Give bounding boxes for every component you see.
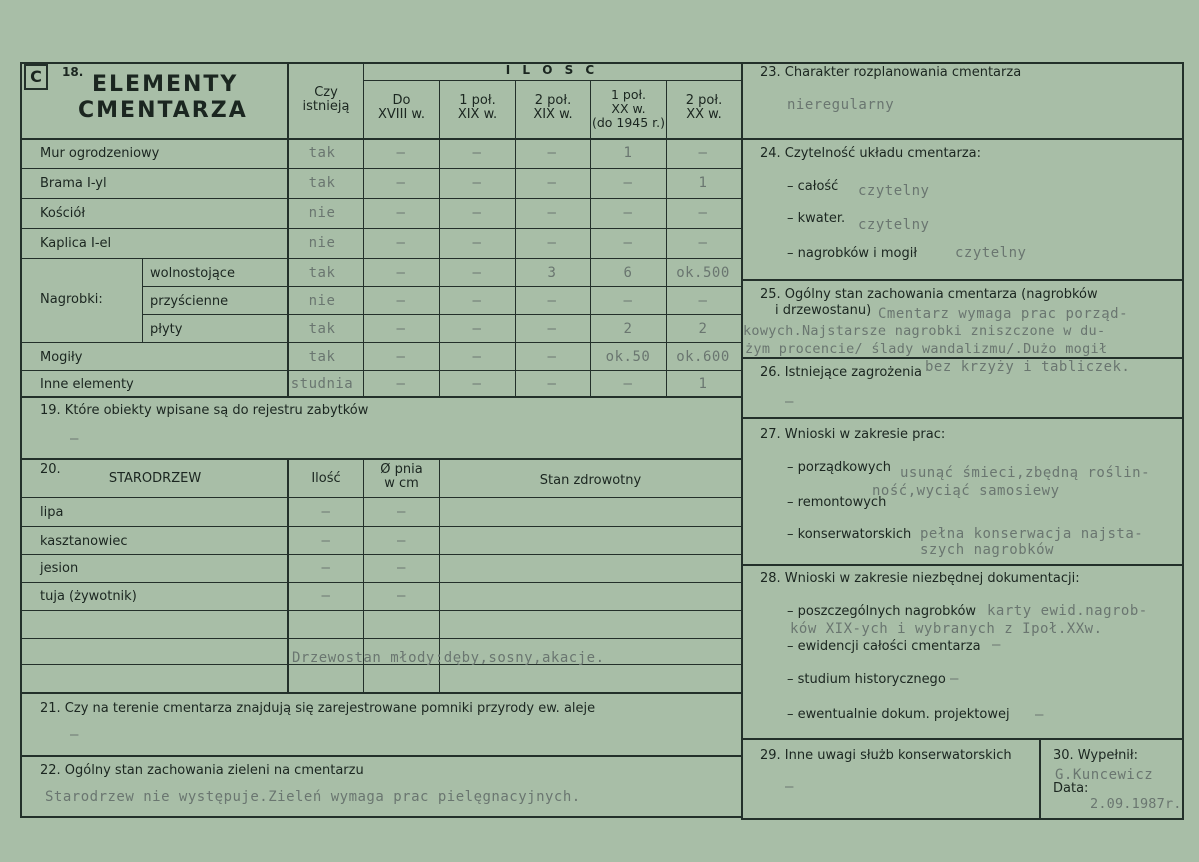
element-row-period-value: — xyxy=(698,293,708,309)
q27-item-3-answer-1: pełna konserwacja najsta- xyxy=(920,526,1144,542)
element-row-period-value: — xyxy=(623,175,633,191)
q24-item-1-answer: czytelny xyxy=(858,183,930,199)
tree-row-label: kasztanowiec xyxy=(40,534,128,549)
q30-name: G.Kuncewicz xyxy=(1055,767,1154,783)
q30-label: 30. Wypełnił: xyxy=(1053,748,1138,763)
q19-label: 19. Które obiekty wpisane są do rejestru zabytków xyxy=(40,403,369,418)
period-header-3: 2 poł. XIX w. xyxy=(533,93,573,123)
element-row-period-value: — xyxy=(623,293,633,309)
q22-label: 22. Ogólny stan zachowania zieleni na cmentarzu xyxy=(40,763,364,778)
elements-number: 18. xyxy=(62,65,84,79)
q26-answer: — xyxy=(785,394,794,410)
element-row-period-value: — xyxy=(547,235,557,251)
element-row-period-value: 2 xyxy=(623,321,633,337)
tree-row-label: tuja (żywotnik) xyxy=(40,589,137,604)
tree-row-diam: — xyxy=(397,560,406,576)
q24-item-2-answer: czytelny xyxy=(858,217,930,233)
q28-item-3-label: – studium historycznego xyxy=(787,672,946,687)
q25-answer-2: kowych.Najstarsze nagrobki zniszczone w du- xyxy=(743,323,1106,339)
q27-item-3-answer-2: szych nagrobków xyxy=(920,542,1054,558)
element-row-period-value: — xyxy=(396,349,406,365)
q28-item-2-label: – ewidencji całości cmentarza xyxy=(787,639,981,654)
element-row-period-value: — xyxy=(547,349,557,365)
element-row-label: wolnostojące xyxy=(150,266,235,281)
element-row-period-value: — xyxy=(623,205,633,221)
tree-row-label: lipa xyxy=(40,505,64,520)
element-row-period-value: — xyxy=(472,205,482,221)
q21-answer: — xyxy=(70,727,79,743)
q27-item-1-label: – porządkowych xyxy=(787,460,891,475)
q27-item-3-label: – konserwatorskich xyxy=(787,527,912,542)
element-row-label: Brama I-yl xyxy=(40,176,107,191)
tree-row-diam: — xyxy=(397,588,406,604)
q23-answer: nieregularny xyxy=(787,97,895,113)
tree-row-diam: — xyxy=(397,533,406,549)
q27-item-2-label: – remontowych xyxy=(787,495,887,510)
element-row-period-value: — xyxy=(472,235,482,251)
q24-item-3-label: – nagrobków i mogił xyxy=(787,246,918,261)
element-row-exists: tak xyxy=(308,145,336,161)
element-row-period-value: — xyxy=(396,175,406,191)
element-row-period-value: — xyxy=(396,293,406,309)
tree-row-qty: — xyxy=(321,533,331,549)
col-exists-header: Czy istnieją xyxy=(302,85,350,115)
q24-item-2-label: – kwater. xyxy=(787,211,846,226)
q27-item-1-answer-2: ność,wyciąć samosiewy xyxy=(872,483,1060,499)
element-row-period-value: ok.500 xyxy=(676,265,730,281)
element-row-label: Mogiły xyxy=(40,350,83,365)
q28-item-4-answer: — xyxy=(1035,707,1044,723)
element-row-period-value: — xyxy=(547,175,557,191)
q25-answer-1: Cmentarz wymaga prac porząd- xyxy=(878,306,1129,322)
element-row-period-value: — xyxy=(547,376,557,392)
q29-answer: — xyxy=(785,779,794,795)
elements-title-2: CMENTARZA xyxy=(78,98,248,123)
q28-item-3-answer: — xyxy=(950,671,959,687)
element-row-period-value: 1 xyxy=(698,175,708,191)
tree-row-label: jesion xyxy=(40,561,79,576)
q21-label: 21. Czy na terenie cmentarza znajdują się zarejestrowane pomniki przyrody ew. aleje xyxy=(40,701,596,716)
q24-item-1-label: – całość xyxy=(787,179,839,194)
element-row-exists: nie xyxy=(308,205,336,221)
element-row-period-value: — xyxy=(698,235,708,251)
trees-col-health: Stan zdrowotny xyxy=(539,473,642,488)
q28-item-1-answer-1: karty ewid.nagrob- xyxy=(987,603,1148,619)
trees-col-qty: Ilość xyxy=(311,471,341,486)
elements-title-1: ELEMENTY xyxy=(92,72,239,97)
element-row-period-value: — xyxy=(547,205,557,221)
element-row-period-value: — xyxy=(547,293,557,309)
element-row-label: Kościół xyxy=(40,206,86,221)
element-row-period-value: — xyxy=(698,145,708,161)
element-row-exists: studnia xyxy=(290,376,354,392)
element-row-period-value: ok.50 xyxy=(605,349,651,365)
period-header-1: Do XVIII w. xyxy=(377,93,425,123)
element-row-exists: tak xyxy=(308,175,336,191)
element-row-period-value: — xyxy=(472,265,482,281)
element-row-period-value: — xyxy=(472,145,482,161)
element-row-period-value: — xyxy=(547,321,557,337)
q29-label: 29. Inne uwagi służb konserwatorskich xyxy=(760,748,1012,763)
ilosc-header: I L O Ś C xyxy=(505,63,599,77)
q23-label: 23. Charakter rozplanowania cmentarza xyxy=(760,65,1022,80)
element-row-period-value: — xyxy=(472,293,482,309)
element-row-period-value: — xyxy=(698,205,708,221)
q25-answer-3: żym procencie/ ślady wandalizmu/.Dużo mogił xyxy=(745,341,1108,357)
q28-label: 28. Wnioski w zakresie niezbędnej dokumentacji: xyxy=(760,571,1080,586)
element-row-period-value: — xyxy=(396,205,406,221)
element-row-period-value: — xyxy=(472,321,482,337)
q30-date-label: Data: xyxy=(1053,781,1089,796)
element-row-exists: nie xyxy=(308,235,336,251)
element-row-label: Kaplica I-el xyxy=(40,236,112,251)
element-row-period-value: — xyxy=(623,376,633,392)
element-row-label: przyścienne xyxy=(150,294,229,309)
period-header-4: 1 poł. XX w. (do 1945 r.) xyxy=(591,87,666,130)
q27-label: 27. Wnioski w zakresie prac: xyxy=(760,427,946,442)
q25-label-1: 25. Ogólny stan zachowania cmentarza (nagrobków xyxy=(760,287,1098,302)
element-row-period-value: 6 xyxy=(623,265,633,281)
element-row-period-value: ok.600 xyxy=(676,349,730,365)
trees-col-diam: Ø pnia w cm xyxy=(380,462,423,492)
q28-item-4-label: – ewentualnie dokum. projektowej xyxy=(787,707,1010,722)
element-row-period-value: — xyxy=(396,321,406,337)
element-row-period-value: 1 xyxy=(698,376,708,392)
element-row-period-value: — xyxy=(396,145,406,161)
q24-item-3-answer: czytelny xyxy=(955,245,1027,261)
q30-date: 2.09.1987r. xyxy=(1090,796,1182,812)
q19-answer: — xyxy=(70,431,79,447)
element-row-period-value: 3 xyxy=(547,265,557,281)
element-row-exists: nie xyxy=(308,293,336,309)
trees-number: 20. xyxy=(40,462,61,477)
element-row-exists: tak xyxy=(308,321,336,337)
trees-note: Drzewostan młody:dęby,sosny,akacje. xyxy=(292,650,605,666)
element-row-label: Inne elementy xyxy=(40,377,134,392)
q28-item-2-answer: — xyxy=(992,637,1001,653)
tree-row-qty: — xyxy=(321,588,331,604)
element-row-exists: tak xyxy=(308,265,336,281)
q24-label: 24. Czytelność układu cmentarza: xyxy=(760,146,982,161)
nagrobki-label: Nagrobki: xyxy=(40,292,103,307)
element-row-label: płyty xyxy=(150,322,183,337)
element-row-period-value: — xyxy=(472,376,482,392)
element-row-label: Mur ogrodzeniowy xyxy=(40,146,160,161)
period-header-2: 1 poł. XIX w. xyxy=(457,93,498,123)
element-row-period-value: — xyxy=(472,175,482,191)
element-row-period-value: — xyxy=(396,265,406,281)
element-row-period-value: 1 xyxy=(623,145,633,161)
trees-title: STARODRZEW xyxy=(108,471,202,486)
q28-item-1-answer-2: ków XIX-ych i wybranych z Ipoł.XXw. xyxy=(790,621,1103,637)
element-row-period-value: 2 xyxy=(698,321,708,337)
element-row-period-value: — xyxy=(623,235,633,251)
element-row-period-value: — xyxy=(396,376,406,392)
frame-right xyxy=(1182,62,1184,820)
tree-row-qty: — xyxy=(321,560,331,576)
element-row-exists: tak xyxy=(308,349,336,365)
q26-label: 26. Istniejące zagrożenia xyxy=(760,365,922,380)
element-row-period-value: — xyxy=(547,145,557,161)
q25-answer-4: bez krzyży i tabliczek. xyxy=(925,359,1131,375)
q22-answer: Starodrzew nie występuje.Zieleń wymaga prac pielęgnacyjnych. xyxy=(45,789,581,805)
q28-item-1-label: – poszczególnych nagrobków xyxy=(787,604,977,619)
period-header-5: 2 poł. XX w. xyxy=(685,93,723,123)
middle-divider xyxy=(741,62,743,820)
q27-item-1-answer-1: usunąć śmieci,zbędną roślin- xyxy=(900,465,1151,481)
frame-left xyxy=(20,62,22,818)
frame-bottom-right xyxy=(743,818,1184,820)
section-letter: C xyxy=(24,64,48,90)
element-row-period-value: — xyxy=(472,349,482,365)
element-row-period-value: — xyxy=(396,235,406,251)
q25-label-2: i drzewostanu) xyxy=(775,303,872,318)
frame-bottom-left xyxy=(20,816,743,818)
tree-row-diam: — xyxy=(397,504,406,520)
tree-row-qty: — xyxy=(321,504,331,520)
